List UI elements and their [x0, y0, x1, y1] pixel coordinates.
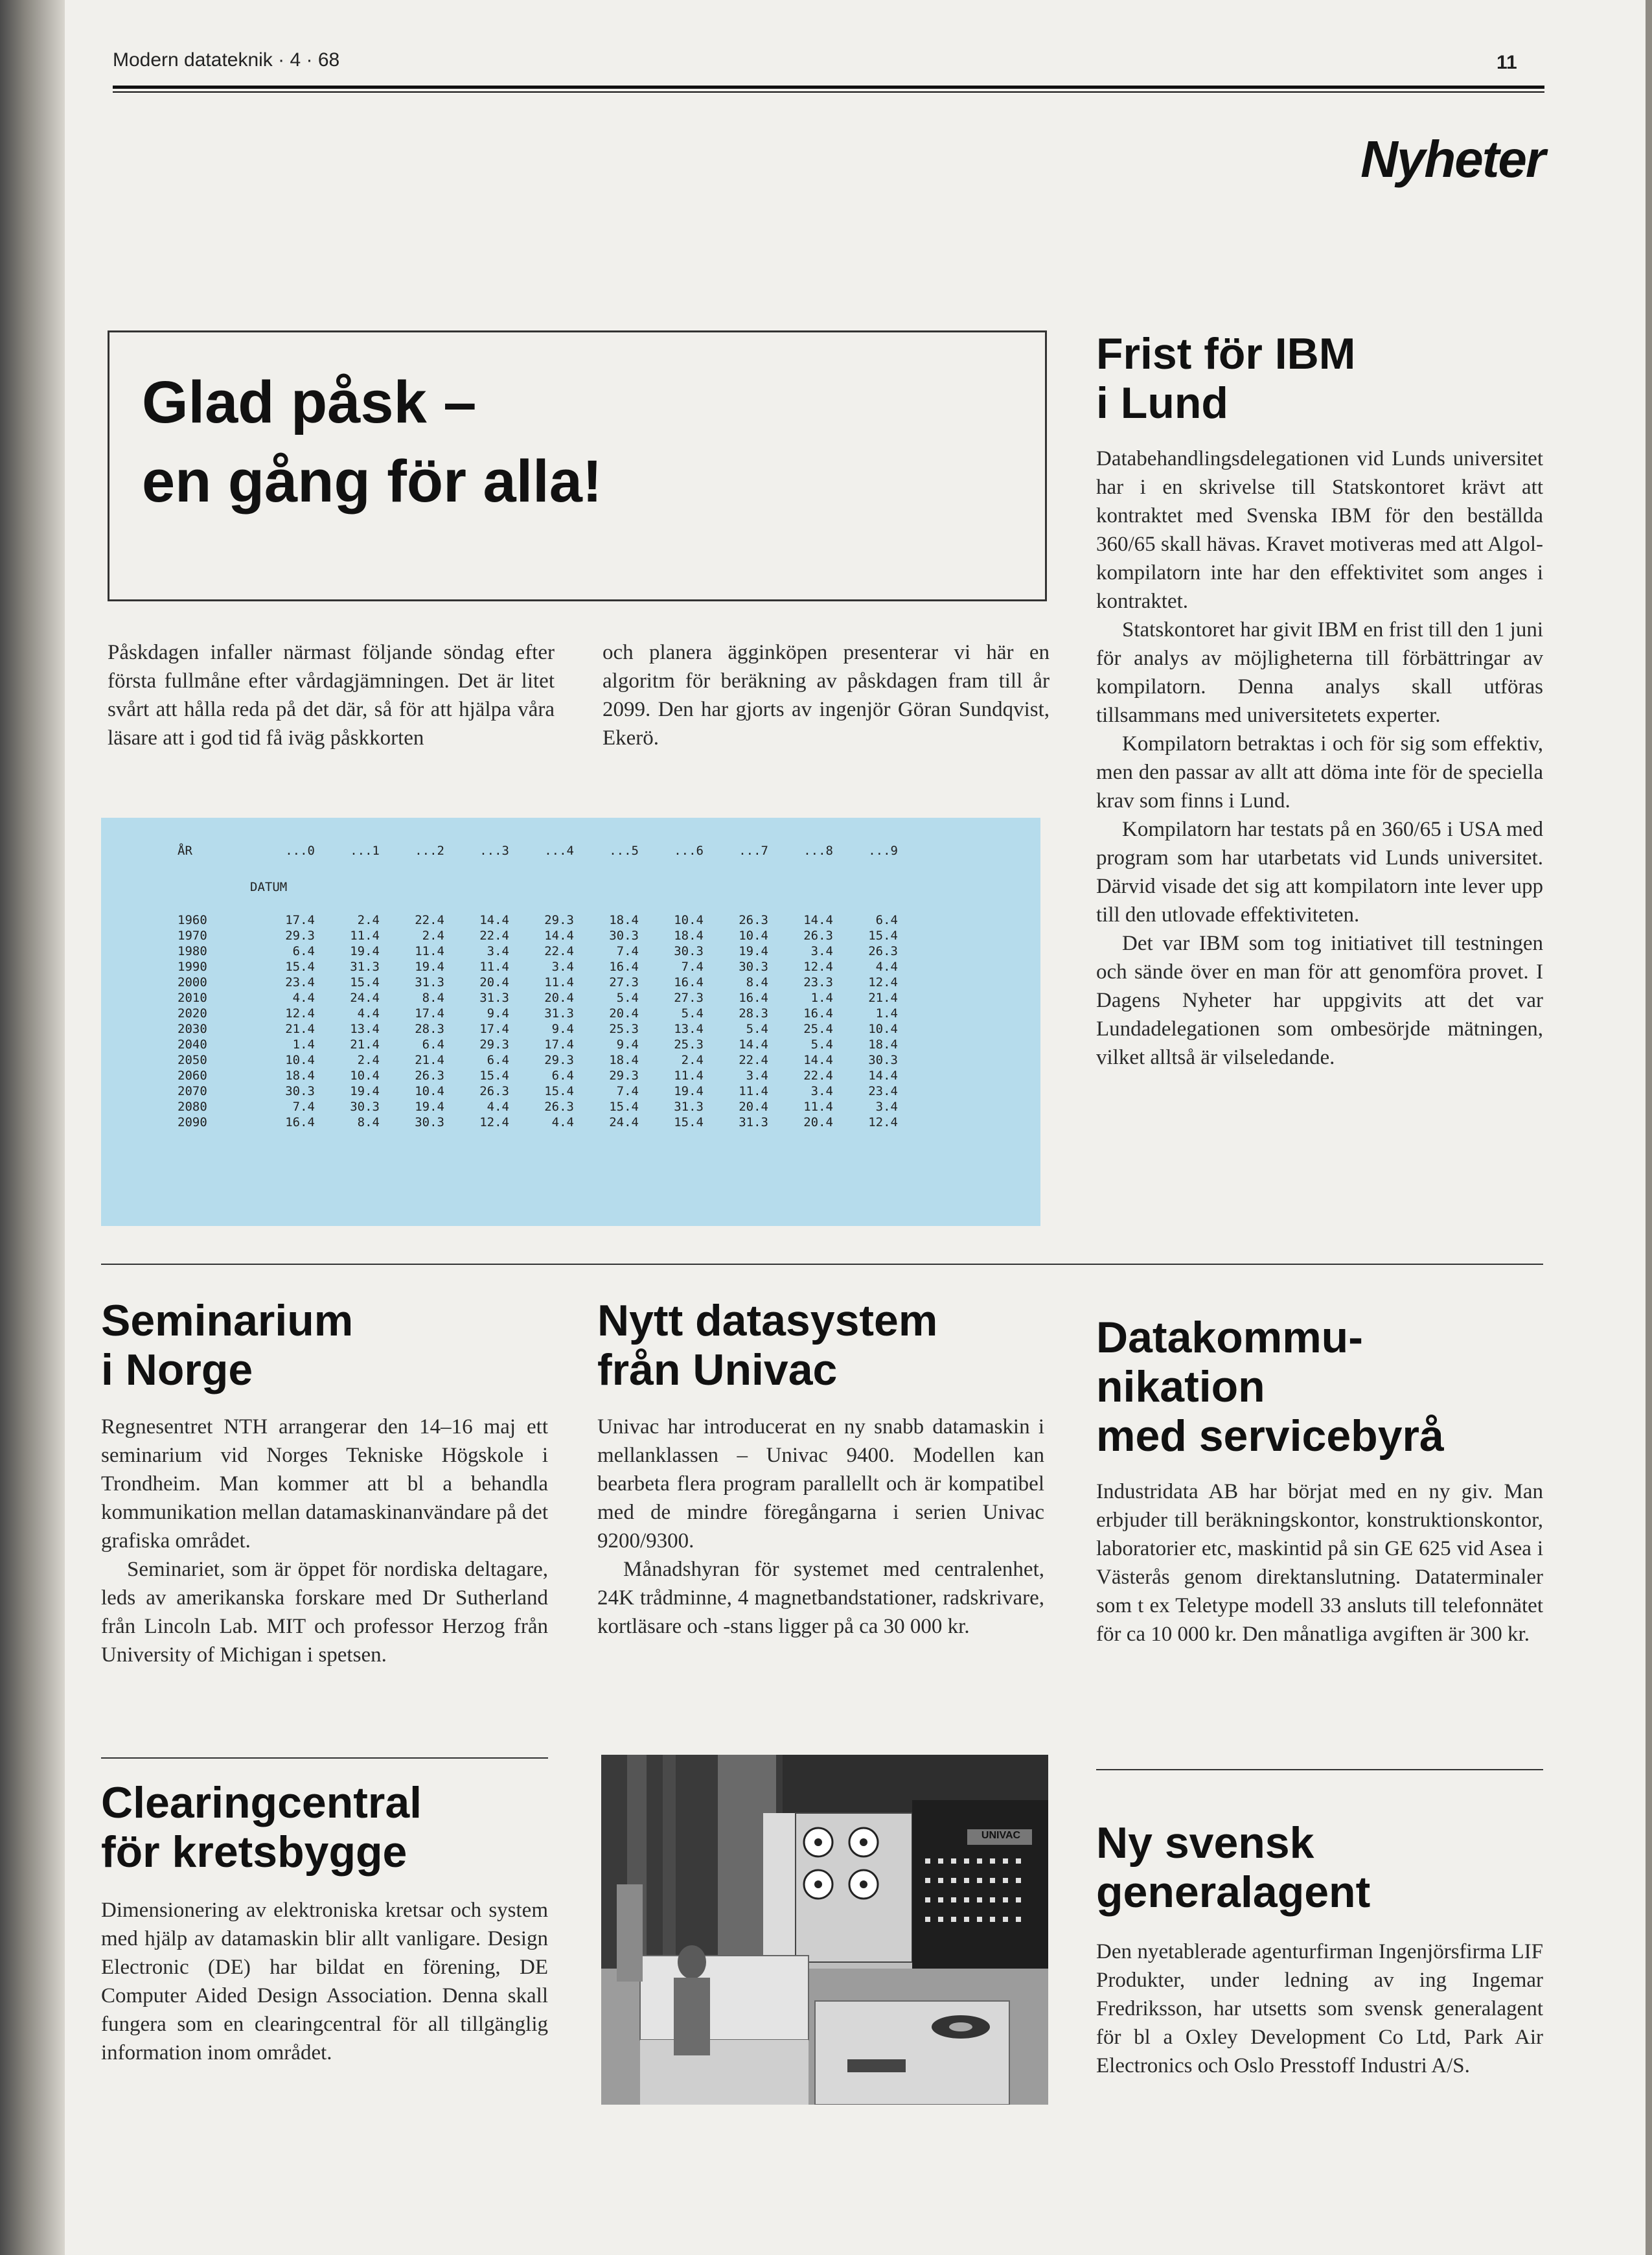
- agent-headline-1: Ny svensk: [1096, 1818, 1314, 1868]
- norway-headline-2: i Norge: [101, 1345, 253, 1395]
- agent-body: [1096, 1937, 1543, 2080]
- table-date-cell: 22.4: [544, 944, 574, 958]
- clearing-headline: [101, 1778, 422, 1877]
- table-date-cell: 10.4: [350, 1069, 380, 1083]
- table-rows: [178, 912, 898, 1130]
- table-date-cell: 2.4: [357, 1053, 380, 1067]
- table-date-cell: 22.4: [803, 1069, 833, 1083]
- table-date-cell: 10.4: [285, 1053, 315, 1067]
- agent-headline: [1096, 1818, 1370, 1917]
- table-date-cell: 31.3: [350, 960, 380, 974]
- ibm-paragraph: Databehandlingsdelegationen vid Lunds universitet har i en skrivelse till Statskontoret krävt att kontraktet med Svenska IBM för den beställda 360/65 skall hävas. Kravet motiveras med att Algol-kompilatorn inte har den effektivitet som anges i kontraktet.: [1096, 447, 1543, 613]
- table-date-cell: 31.3: [674, 1100, 704, 1114]
- table-date-cell: 11.4: [739, 1084, 768, 1098]
- table-date-cell: 15.4: [868, 929, 898, 943]
- table-year-cell: 2050: [178, 1053, 207, 1067]
- table-year-cell: 2060: [178, 1069, 207, 1083]
- norway-paragraph: Seminariet, som är öppet för nordiska deltagare, leds av amerikanska forskare med Dr Sutherland från Lincoln Lab. MIT och professor Herzog från University of Michigan i spetsen.: [101, 1558, 548, 1667]
- table-date-cell: 15.4: [544, 1084, 574, 1098]
- table-date-cell: 6.4: [292, 944, 315, 958]
- table-date-cell: 12.4: [285, 1006, 315, 1021]
- datakom-headline-1: Datakommu-: [1096, 1313, 1363, 1362]
- table-date-cell: 14.4: [803, 1053, 833, 1067]
- norway-headline: [101, 1296, 353, 1394]
- photo-brand-label: UNIVAC: [981, 1830, 1021, 1841]
- table-date-cell: 14.4: [868, 1069, 898, 1083]
- table-date-cell: 30.3: [609, 929, 639, 943]
- table-date-cell: 26.3: [739, 913, 768, 927]
- table-date-cell: 13.4: [350, 1022, 380, 1036]
- table-date-cell: 23.4: [868, 1084, 898, 1098]
- table-row: [178, 990, 898, 1006]
- table-date-cell: 11.4: [415, 944, 444, 958]
- table-date-cell: 8.4: [422, 991, 444, 1005]
- table-date-cell: 6.4: [551, 1069, 574, 1083]
- table-date-cell: 30.3: [739, 960, 768, 974]
- table-date-cell: 20.4: [609, 1006, 639, 1021]
- table-date-cell: 25.3: [609, 1022, 639, 1036]
- table-date-cell: 30.3: [350, 1100, 380, 1114]
- page-number: 11: [1497, 52, 1517, 73]
- table-date-cell: 31.3: [415, 975, 444, 989]
- table-date-cell: 6.4: [422, 1037, 444, 1052]
- table-date-cell: 6.4: [875, 913, 898, 927]
- table-date-cell: 30.3: [415, 1115, 444, 1129]
- table-date-cell: 16.4: [739, 991, 768, 1005]
- table-row: [178, 1006, 898, 1021]
- table-row: [178, 1068, 898, 1083]
- table-date-cell: 30.3: [674, 944, 704, 958]
- table-date-cell: 24.4: [609, 1115, 639, 1129]
- table-date-cell: 21.4: [350, 1037, 380, 1052]
- table-date-cell: 14.4: [479, 913, 509, 927]
- table-date-cell: 16.4: [803, 1006, 833, 1021]
- table-date-cell: 29.3: [285, 929, 315, 943]
- ibm-body: [1096, 445, 1543, 1072]
- table-date-cell: 18.4: [609, 1053, 639, 1067]
- table-date-cell: 8.4: [357, 1115, 380, 1129]
- univac-body: [597, 1413, 1044, 1641]
- table-date-cell: 1.4: [875, 1006, 898, 1021]
- table-date-cell: 17.4: [479, 1022, 509, 1036]
- table-row: [178, 928, 898, 943]
- table-date-cell: 15.4: [674, 1115, 704, 1129]
- table-row: [178, 1083, 898, 1099]
- univac-headline: [597, 1296, 937, 1394]
- table-date-cell: 4.4: [292, 991, 315, 1005]
- table-date-cell: 7.4: [616, 1084, 639, 1098]
- table-date-cell: 16.4: [609, 960, 639, 974]
- datakom-body: [1096, 1477, 1543, 1648]
- table-date-cell: 5.4: [810, 1037, 833, 1052]
- table-column-header: ...1: [350, 844, 380, 858]
- table-column-header: ...3: [479, 844, 509, 858]
- table-date-cell: 11.4: [674, 1069, 704, 1083]
- table-date-cell: 23.4: [285, 975, 315, 989]
- table-date-cell: 30.3: [868, 1053, 898, 1067]
- easter-text-col2: och planera ägginköpen presenterar vi här en algoritm för beräkning av påskdagen fram till år 2099. Den har gjorts av ingenjör Göran Sundqvist, Ekerö.: [602, 641, 1050, 750]
- table-date-cell: 14.4: [803, 913, 833, 927]
- ibm-headline: [1096, 329, 1355, 428]
- table-date-cell: 15.4: [350, 975, 380, 989]
- table-date-cell: 18.4: [285, 1069, 315, 1083]
- table-year-cell: 2040: [178, 1037, 207, 1052]
- table-row: [178, 1021, 898, 1037]
- table-date-cell: 5.4: [681, 1006, 704, 1021]
- norway-paragraph: Regnesentret NTH arrangerar den 14–16 maj ett seminarium vid Norges Tekniske Högskole i Trondheim. Man kommer att bl a behandla kommunikation mellan datamaskinanvändare på det grafiska området.: [101, 1415, 548, 1553]
- table-date-cell: 19.4: [350, 1084, 380, 1098]
- table-year-cell: 1990: [178, 960, 207, 974]
- univac-headline-2: från Univac: [597, 1345, 838, 1395]
- norway-body: [101, 1413, 548, 1669]
- easter-headline-2: en gång för alla!: [142, 448, 602, 515]
- univac-photo: [601, 1755, 1048, 2105]
- divider-left: [101, 1264, 1112, 1265]
- table-year-cell: 2000: [178, 975, 207, 989]
- table-date-cell: 5.4: [746, 1022, 768, 1036]
- table-date-cell: 19.4: [674, 1084, 704, 1098]
- ibm-paragraph: Kompilatorn betraktas i och för sig som effektiv, men den passar av allt att döma inte för de speciella krav som finns i Lund.: [1096, 732, 1543, 813]
- table-date-cell: 27.3: [609, 975, 639, 989]
- table-datum-label: DATUM: [250, 880, 288, 894]
- easter-date-table: [101, 818, 1040, 1226]
- table-date-cell: 4.4: [487, 1100, 509, 1114]
- table-date-cell: 3.4: [875, 1100, 898, 1114]
- agent-headline-2: generalagent: [1096, 1868, 1371, 1917]
- table-date-cell: 19.4: [739, 944, 768, 958]
- table-year-cell: 1960: [178, 913, 207, 927]
- table-date-cell: 31.3: [739, 1115, 768, 1129]
- table-date-cell: 4.4: [875, 960, 898, 974]
- divider-right: [1096, 1264, 1543, 1265]
- table-year-cell: 2030: [178, 1022, 207, 1036]
- table-date-cell: 3.4: [551, 960, 574, 974]
- table-row: [178, 1037, 898, 1052]
- univac-paragraph: Månadshyran för systemet med centralenhet, 24K trådminne, 4 magnetbandstationer, radskrivare, kortläsare och -stans ligger på ca 30 000 kr.: [597, 1558, 1044, 1638]
- table-column-header: ...0: [285, 844, 315, 858]
- table-date-cell: 11.4: [803, 1100, 833, 1114]
- table-date-cell: 18.4: [674, 929, 704, 943]
- table-date-cell: 2.4: [422, 929, 444, 943]
- table-date-cell: 26.3: [803, 929, 833, 943]
- table-date-cell: 20.4: [739, 1100, 768, 1114]
- table-date-cell: 18.4: [868, 1037, 898, 1052]
- divider-lower-left: [101, 1757, 548, 1759]
- table-date-cell: 11.4: [479, 960, 509, 974]
- datakom-headline-3: med servicebyrå: [1096, 1411, 1444, 1461]
- table-date-cell: 16.4: [674, 975, 704, 989]
- table-date-cell: 26.3: [479, 1084, 509, 1098]
- table-date-cell: 6.4: [487, 1053, 509, 1067]
- easter-headline-1: Glad påsk –: [142, 369, 477, 435]
- clearing-headline-1: Clearingcentral: [101, 1778, 422, 1827]
- table-column-header: ...9: [868, 844, 898, 858]
- datakom-headline: [1096, 1313, 1444, 1461]
- table-date-cell: 3.4: [810, 944, 833, 958]
- table-date-cell: 15.4: [609, 1100, 639, 1114]
- table-date-cell: 22.4: [739, 1053, 768, 1067]
- table-date-cell: 10.4: [868, 1022, 898, 1036]
- table-date-cell: 15.4: [285, 960, 315, 974]
- table-date-cell: 9.4: [616, 1037, 639, 1052]
- table-date-cell: 12.4: [803, 960, 833, 974]
- table-date-cell: 3.4: [487, 944, 509, 958]
- easter-date-grid: [178, 912, 898, 1130]
- table-date-cell: 3.4: [746, 1069, 768, 1083]
- table-date-cell: 21.4: [285, 1022, 315, 1036]
- header-rule: [113, 86, 1544, 89]
- publication-line: Modern datateknik · 4 · 68: [113, 49, 340, 71]
- table-date-cell: 2.4: [681, 1053, 704, 1067]
- table-row: [178, 1052, 898, 1068]
- agent-paragraph: Den nyetablerade agenturfirman Ingenjörsfirma LIF Produkter, under ledning av ing Ingemar Fredriksson, har utsetts som svensk generalagent för bl a Oxley Development Co Ltd, Park Air Electronics och Oslo Presstoff Industri A/S.: [1096, 1940, 1543, 2077]
- table-date-cell: 10.4: [674, 913, 704, 927]
- table-row: [178, 943, 898, 959]
- datakom-paragraph: Industridata AB har börjat med en ny giv. Man erbjuder till beräkningskontor, konstruktionskontor, laboratorier etc, maskintid på sin GE 625 vid Asea i Västerås genom direktanslutning. Dataterminaler som t ex Teletype modell 33 ansluts till telefonnätet för ca 10 000 kr. Den månatliga avgiften är 300 kr.: [1096, 1480, 1543, 1646]
- table-date-cell: 22.4: [479, 929, 509, 943]
- table-date-cell: 7.4: [616, 944, 639, 958]
- table-date-cell: 12.4: [868, 1115, 898, 1129]
- easter-headline-box: [108, 330, 1047, 601]
- table-year-cell: 2080: [178, 1100, 207, 1114]
- table-date-cell: 16.4: [285, 1115, 315, 1129]
- table-date-cell: 28.3: [739, 1006, 768, 1021]
- binding-edge: [0, 0, 65, 2255]
- easter-text-col1: Påskdagen infaller närmast följande söndag efter första fullmåne efter vårdagjämningen. Det är litet svårt att hålla reda på det där, så för att hjälpa våra läsare att i god tid få iväg påskkorten: [108, 641, 555, 750]
- table-date-cell: 7.4: [292, 1100, 315, 1114]
- table-date-cell: 10.4: [739, 929, 768, 943]
- univac-headline-1: Nytt datasystem: [597, 1296, 938, 1345]
- table-date-cell: 26.3: [544, 1100, 574, 1114]
- table-date-cell: 19.4: [415, 960, 444, 974]
- table-date-cell: 12.4: [479, 1115, 509, 1129]
- univac-paragraph: Univac har introducerat en ny snabb datamaskin i mellanklassen – Univac 9400. Modellen kan bearbeta flera program parallellt och är kompatibel med de mindre föregångarna i serien Univac 9200/9300.: [597, 1415, 1044, 1553]
- header-rule-thin: [113, 91, 1544, 93]
- ibm-paragraph: Det var IBM som tog initiativet till testningen och sände över en man för att genomföra provet. I Dagens Nyheter har uppgivits att det var Lundadelegationen som ombesörjde mätningen, vilket alltså är vilseledande.: [1096, 932, 1543, 1069]
- table-date-cell: 3.4: [810, 1084, 833, 1098]
- ibm-headline-1: Frist för IBM: [1096, 329, 1356, 378]
- section-title: Nyheter: [1360, 130, 1544, 188]
- table-date-cell: 1.4: [292, 1037, 315, 1052]
- ibm-headline-2: i Lund: [1096, 378, 1228, 428]
- table-column-headers: [250, 844, 937, 858]
- table-row: [178, 912, 898, 928]
- clearing-body: [101, 1896, 548, 2067]
- table-date-cell: 1.4: [810, 991, 833, 1005]
- table-date-cell: 2.4: [357, 913, 380, 927]
- table-date-cell: 11.4: [544, 975, 574, 989]
- ibm-paragraph: Kompilatorn har testats på en 360/65 i USA med program som har utarbetats vid Lunds universitet. Därvid visade det sig att kompilatorn inte lever upp till den utlovade effektiviteten.: [1096, 818, 1543, 927]
- table-date-cell: 15.4: [479, 1069, 509, 1083]
- table-date-cell: 4.4: [551, 1115, 574, 1129]
- table-date-cell: 31.3: [544, 1006, 574, 1021]
- table-column-header: ...2: [415, 844, 444, 858]
- table-year-cell: 2070: [178, 1084, 207, 1098]
- table-date-cell: 27.3: [674, 991, 704, 1005]
- table-column-header: ...8: [803, 844, 833, 858]
- table-date-cell: 21.4: [415, 1053, 444, 1067]
- table-date-cell: 13.4: [674, 1022, 704, 1036]
- table-date-cell: 19.4: [415, 1100, 444, 1114]
- table-date-cell: 20.4: [479, 975, 509, 989]
- table-date-cell: 22.4: [415, 913, 444, 927]
- clearing-paragraph: Dimensionering av elektroniska kretsar och system med hjälp av datamaskin blir allt vanligare. Design Electronic (DE) har bildat en förening, DE Computer Aided Design Association. Denna skall fungera som en clearingcentral för all tillgänglig information inom området.: [101, 1899, 548, 2064]
- table-date-cell: 29.3: [609, 1069, 639, 1083]
- table-year-cell: 1980: [178, 944, 207, 958]
- table-date-cell: 26.3: [415, 1069, 444, 1083]
- table-year-cell: 2090: [178, 1115, 207, 1129]
- table-date-cell: 23.3: [803, 975, 833, 989]
- table-date-cell: 29.3: [544, 1053, 574, 1067]
- table-corner-label: ÅR: [178, 844, 192, 858]
- table-date-cell: 29.3: [479, 1037, 509, 1052]
- table-date-cell: 18.4: [609, 913, 639, 927]
- table-date-cell: 17.4: [544, 1037, 574, 1052]
- table-row: [178, 1099, 898, 1115]
- norway-headline-1: Seminarium: [101, 1296, 354, 1345]
- table-date-cell: 7.4: [681, 960, 704, 974]
- table-row: [178, 975, 898, 990]
- table-year-cell: 1970: [178, 929, 207, 943]
- clearing-headline-2: för kretsbygge: [101, 1827, 407, 1877]
- table-date-cell: 25.3: [674, 1037, 704, 1052]
- table-date-cell: 21.4: [868, 991, 898, 1005]
- table-date-cell: 12.4: [868, 975, 898, 989]
- table-date-cell: 26.3: [868, 944, 898, 958]
- table-row: [178, 959, 898, 975]
- table-date-cell: 31.3: [479, 991, 509, 1005]
- table-date-cell: 29.3: [544, 913, 574, 927]
- table-year-cell: 2010: [178, 991, 207, 1005]
- table-date-cell: 25.4: [803, 1022, 833, 1036]
- table-date-cell: 17.4: [285, 913, 315, 927]
- table-date-cell: 20.4: [544, 991, 574, 1005]
- table-column-header: ...4: [544, 844, 574, 858]
- table-date-cell: 8.4: [746, 975, 768, 989]
- table-date-cell: 10.4: [415, 1084, 444, 1098]
- table-date-cell: 28.3: [415, 1022, 444, 1036]
- table-year-cell: 2020: [178, 1006, 207, 1021]
- table-column-header: ...6: [674, 844, 704, 858]
- ibm-paragraph: Statskontoret har givit IBM en frist till den 1 juni för analys av möjligheterna till förbättringar av kompilatorn. Denna analys skall utföras tillsammans med universitetets experter.: [1096, 618, 1543, 727]
- table-date-cell: 9.4: [487, 1006, 509, 1021]
- table-date-cell: 14.4: [544, 929, 574, 943]
- table-date-cell: 30.3: [285, 1084, 315, 1098]
- table-date-cell: 19.4: [350, 944, 380, 958]
- table-date-cell: 5.4: [616, 991, 639, 1005]
- table-date-cell: 20.4: [803, 1115, 833, 1129]
- datakom-headline-2: nikation: [1096, 1362, 1265, 1412]
- table-date-cell: 11.4: [350, 929, 380, 943]
- magazine-page: [65, 0, 1646, 2255]
- divider-lower-right: [1096, 1769, 1543, 1770]
- table-date-cell: 24.4: [350, 991, 380, 1005]
- table-date-cell: 14.4: [739, 1037, 768, 1052]
- table-date-cell: 17.4: [415, 1006, 444, 1021]
- table-date-cell: 9.4: [551, 1022, 574, 1036]
- table-column-header: ...5: [609, 844, 639, 858]
- table-row: [178, 1115, 898, 1130]
- table-column-header: ...7: [739, 844, 768, 858]
- table-date-cell: 4.4: [357, 1006, 380, 1021]
